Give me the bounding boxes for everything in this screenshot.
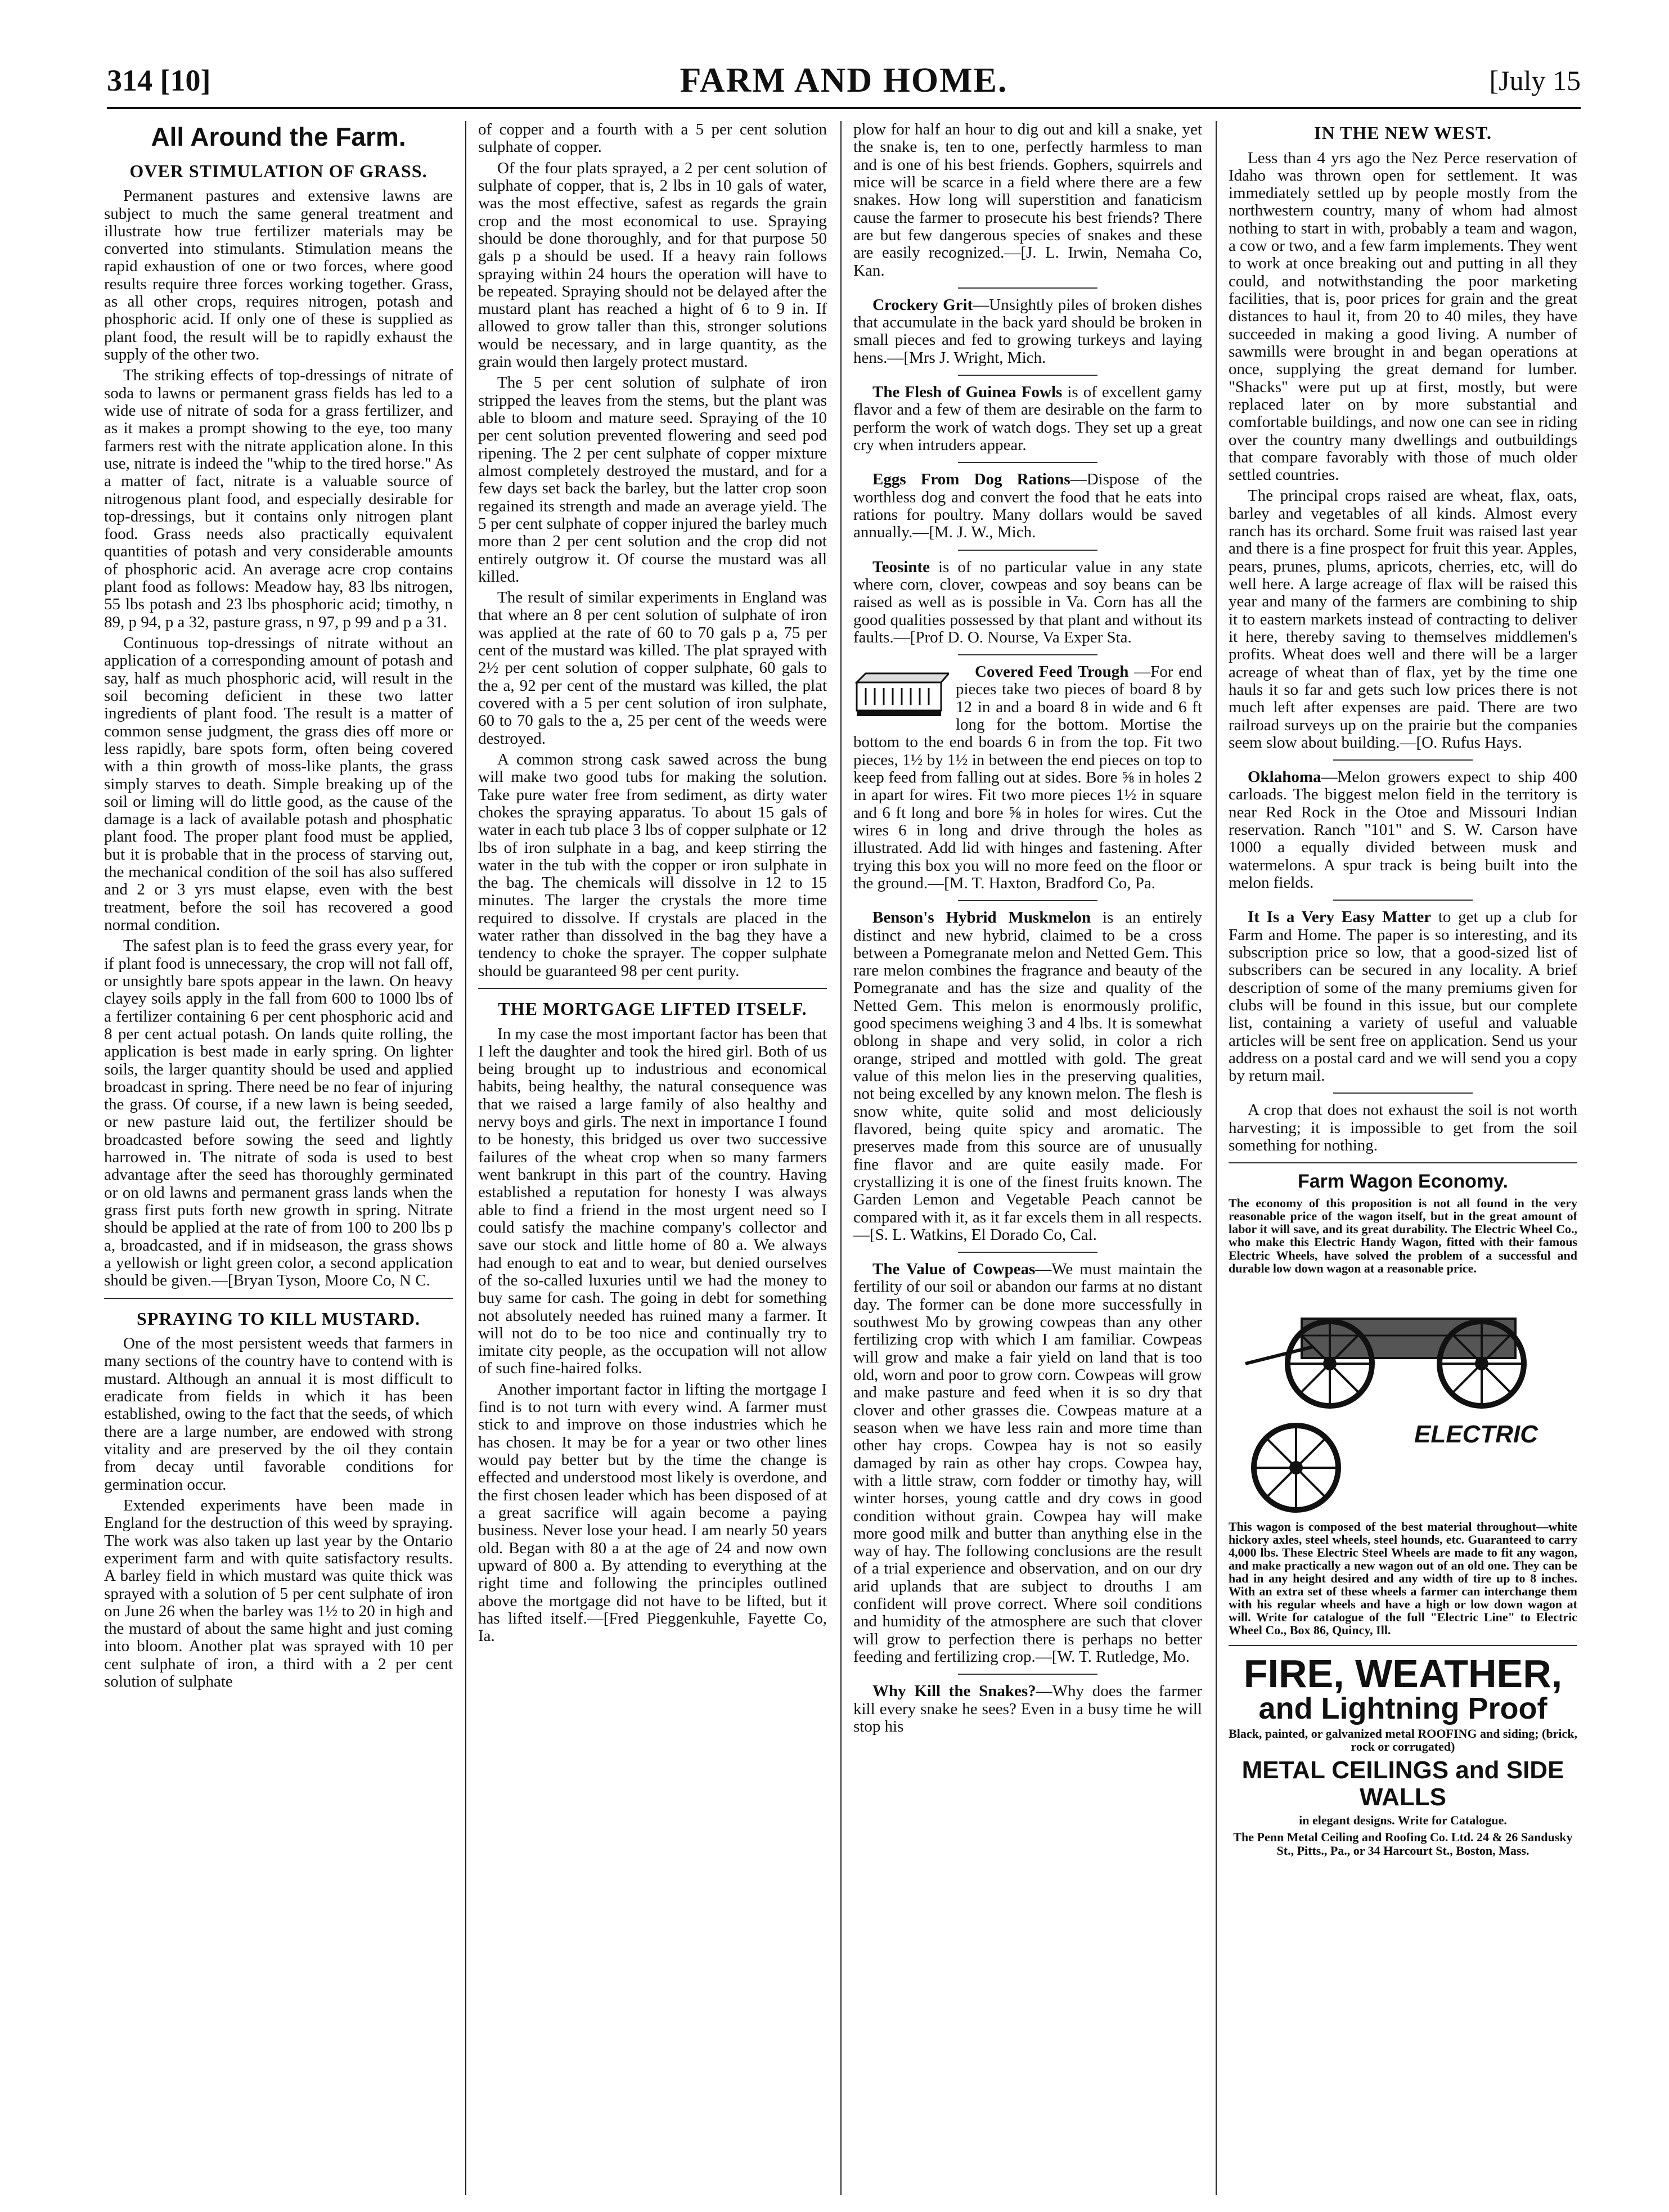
paragraph: Less than 4 yrs ago the Nez Perce reservation of Idaho was thrown open for settlement. It was immediately settled up by people mostly from the northwestern country, many of whom had almost nothing to start in with, probably a team and wagon, a cow or two, and a few farm implements. They went to work at once breaking out and putting in all they could, and notwithstanding the poor marketing facilities, that is, poor prices for grain and the great distances to haul it, from 20 to 40 miles, they have succeeded in making a good living. A number of sawmills were brought in and began operations at once, supplying the great demand for lumber. "Shacks" were put up at first, mostly, but were replaced later on by more substantial and comfortable buildings, and now one can see in riding over the country many dwellings and outbuildings that compare favorably with those of much older settled countries. [1229,149,1577,484]
paragraph: The striking effects of top-dressings of nitrate of soda to lawns or permanent grass fields has led to a wide use of nitrate of soda for a grass fertilizer, and as it makes a prompt showing to the eye, too many farmers rest with the nitrate application alone. In this use, nitrate is indeed the "whip to the tired horse." As a matter of fact, nitrate is a valuable source of nitrogenous plant food, and especially desirable for top-dressings, but it contains only nitrogen plant food. Grass needs also practically equivalent quantities of potash and very considerable amounts of phosphoric acid. An average acre crop contains plant food as follows: Meadow hay, 83 lbs nitrogen, 55 lbs potash and 23 lbs phosphoric acid; timothy, n 89, p 94, p a 32, pasture grass, n 97, p 99 and p a 31. [104,366,453,631]
paragraph: Extended experiments have been made in England for the destruction of this weed by spraying. The work was also taken up last year by the Ontario experiment farm and with quite satisfactory results. A barley field in which mustard was quite thick was sprayed with a solution of 5 per cent sulphate of iron on June 26 when the barley was 1½ to 20 in high and the mustard of about the same hight and just coming into bloom. Another plat was sprayed with 10 per cent sulphate of iron, a third with a 2 per cent solution of sulphate [104,1496,453,1691]
separator [1229,1645,1577,1646]
paragraph: The 5 per cent solution of sulphate of iron stripped the leaves from the stems, but the plant was able to bloom and mature seed. Spraying of the 10 per cent solution prevented flowering and seed pod ripening. The 2 per cent sulphate of copper mixture almost completely destroyed the mustard, and for a few days set back the barley, but the latter crop soon regained its strength and made an average yield. The 5 per cent sulphate of copper injured the barley much more than 2 per cent solution and the crop did not entirely outgrow it. Of course the mustard was all killed. [478,374,827,586]
ad-text: in elegant designs. Write for Catalogue. [1299,1813,1507,1828]
paragraph-body: is of excellent gamy flavor and a few of them are desirable on the farm to perform the work of watch dogs. They set up a great cry when intruders appear. [853,383,1202,454]
paragraph-body: is an entirely distinct and new hybrid, claimed to be a cross between a Pomegranate melon and Netted Gem. This rare melon combines the fragrance and beauty of the Pomegranate and has the size and quality of the Netted Gem. This melon is enormously prolific, good specimens weighing 3 and 4 lbs. It is somewhat oblong in shape and very solid, in color a rich orange, striped and mottled with gold. The great value of this melon lies in the preserving qualities, not being excelled by any known melon. The flesh is snow white, quite solid and most deliciously flavored, being quite spicy and aromatic. The preserves made from this source are of unusually fine flavor and are quite easily made. For crystallizing it is one of the finest fruits known. The Garden Lemon and Vegetable Peach cannot be compared with it, as it far excels them in all respects.—[S. L. Watkins, El Dorado Co, Cal. [853,909,1202,1244]
paragraph: Continuous top-dressings of nitrate without an application of a corresponding amount of potash and say, half as much phosphoric acid, will result in the soil becoming deficient in these two latter ingredients of plant food. The result is a matter of common sense judgment, the grass dies off more or less rapidly, bare spots form, often being covered with a thin growth of moss-like plants, the grass simply starves to death. Simple breaking up of the soil or liming will do little good, as the cause of the damage is a lack of available potash and phosphatic plant food. The proper plant food must be applied, but it is probable that in the process of starving out, the mechanical condition of the soil has also suffered and 2 or 3 yrs must elapse, even with the best treatment, before the soil has recovered a good normal condition. [104,634,453,934]
wagon-advertisement [1229,1171,1577,1636]
page-header [107,56,1581,109]
separator [958,1674,1097,1675]
run-in-head: Crockery Grit [872,295,973,314]
separator [1333,1092,1473,1094]
column-4 [1229,121,1577,2195]
run-in-head: The Value of Cowpeas [872,1260,1036,1279]
run-in-head: The Flesh of Guinea Fowls [872,383,1063,402]
paragraph-body: —Unsightly piles of broken dishes that accumulate in the back yard should be broken in small pieces and fed to growing turkeys and laying hens.—[Mrs J. Wright, Mich. [853,295,1202,367]
separator [478,988,827,989]
run-in-head: Teosinte [872,558,930,576]
ad-banner: METAL CEILINGS and SIDE WALLS [1241,1756,1564,1811]
paragraph [853,1261,1202,1666]
separator [958,287,1097,289]
run-in-head: Oklahoma [1248,768,1321,786]
article-title: SPRAYING TO KILL MUSTARD. [137,1308,420,1329]
paragraph [853,909,1202,1244]
paragraph [853,663,1202,892]
run-in-head: Why Kill the Snakes? [872,1682,1036,1701]
paragraph: Another important factor in lifting the mortgage I find is to not turn with every wind. A farmer must stick to and improve on those industries which he has chosen. It may be for a year or two other lines would pay better but by the time the change is effected and understood most likely is overdone, and the first chosen leader which has been disposed of at a great sacrifice will again become a paying business. Never lose your head. I am nearly 50 years old. Began with 80 a at the age of 24 and now own upward of 800 a. By attending to everything at the right time and following the principles outlined above the mortgage did not have to be lifted, but it has lifted itself.—[Fred Pieggenkuhle, Fayette Co, Ia. [478,1380,827,1645]
column-1 [104,121,453,2195]
ad-subtitle: and Lightning Proof [1258,1691,1547,1725]
paragraph: The safest plan is to feed the grass every year, for if plant food is unnecessary, the crop will not fall off, or unsightly bare spots appear in the lawn. On heavy clayey soils apply in the fall from 600 to 1000 lbs of a fertilizer containing 6 per cent phosphoric acid and 8 per cent actual potash. On lands quite rolling, the application is best made in early spring. On lighter soils, the larger quantity should be used and applied broadcast in spring. There need be no fear of injuring the grass. Of course, if a new lawn is being seeded, or new pasture laid out, the fertilizer should be broadcasted before sowing the seed and lightly harrowed in. The nitrate of soda is used to best advantage after the seed has thoroughly germinated or on old lawns and permanent grass lands when the grass first puts forth new growth in spring. Nitrate should be applied at the rate of from 100 to 200 lbs p a, broadcasted, and if in midseason, the grass shows a yellowish or light green color, a second application should be given.—[Bryan Tyson, Moore Co, N C. [104,937,453,1290]
paragraph [853,1683,1202,1736]
paragraph-body: —For end pieces take two pieces of board 8 by 12 in and a board 8 in wide and 6 ft long for the bottom. Mortise the bottom to the end boards 6 in from the top. Fit two pieces, 1½ by 1½ in between the end pieces on top to keep feed from falling out at sides. Bore ⅝ in holes 2 in apart for wires. Fit two more pieces 1½ in square and 6 ft long and bore ⅝ in holes for wires. Cut the wires 6 in long and drive through the holes as illustrated. Add lid with hinges and fastening. After trying this box you will no more feed on the floor or the ground.—[M. T. Haxton, Bradford Co, Pa. [853,663,1202,892]
separator [1333,759,1473,761]
ad-title: Farm Wagon Economy. [1297,1171,1509,1193]
paragraph-body: to get up a club for Farm and Home. The paper is so interesting, and its subscription price so low, that a good-sized list of subscribers can be secured in any locality. A brief description of some of the many premiums given for clubs will be found in this issue, but our complete list, containing a variety of useful and valuable articles will be sent free on application. Send us your address on a postal card and we will send you a copy by return mail. [1229,908,1577,1085]
column-rule [1216,121,1217,2195]
paragraph-body: —Dispose of the worthless dog and convert the food that he eats into rations for poultry. Many dollars would be saved annually.—[M. J. W., Mich. [853,470,1202,542]
paragraph-body: —We must maintain the fertility of our soil or abandon our farms at no distant day. The former can be done more successfully in southwest Mo by growing cowpeas than any other fertilizing crop with which I am familiar. Cowpeas will grow and make a fair yield on land that is too old, worn and poor to grow corn. Cowpeas will grow and make pasture and feed when it is so dry that clover and other grasses die. Cowpeas mature at a season when we have less rain and more time than other hay crops. Cowpea hay is not so easily damaged by rain as other hay crops. Cowpea hay, with a little straw, corn fodder or timothy hay, will winter horses, young cattle and dry cows in good condition without grain. Cowpea hay will make more good milk and butter than anything else in the way of hay. The following conclusions are the result of a trial experience and observation, and on our dry arid uplands that are subject to drouths I am confident will prove correct. Where soil conditions and humidity of the atmosphere are such that clover will grow to perfection there is perhaps no better feeding and fertilizing crop.—[W. T. Rutledge, Mo. [853,1260,1202,1666]
run-in-head: Benson's Hybrid Muskmelon [872,909,1091,927]
run-in-head: Eggs From Dog Rations [872,470,1070,489]
wagon-illustration [1234,1279,1572,1516]
separator [958,550,1097,551]
section-heading: All Around the Farm. [151,122,406,151]
feed-trough-illustration [853,666,949,722]
separator [958,462,1097,463]
ad-text: Black, painted, or galvanized metal ROOFING and siding; (brick, rock or corrugated) [1229,1726,1577,1754]
column-rule [840,121,842,2195]
run-in-head: It Is a Very Easy Matter [1248,908,1432,927]
separator [958,654,1097,655]
paragraph-body: is of no particular value in any state where corn, clover, cowpeas and soy beans can be raised as well as is possible in Va. Corn has all the good qualities possessed by that plant and without its faults.—[Prof D. O. Nourse, Va Exper Sta. [853,558,1202,646]
paragraph [853,471,1202,541]
paragraph: The result of similar experiments in England was that where an 8 per cent solution of sulphate of iron was applied at the rate of 60 to 70 gals p a, 75 per cent of the mustard was killed. The plat sprayed with 2½ per cent solution of copper sulphate, 60 gals to the a, 92 per cent of the mustard was killed, the plat covered with a 5 per cent solution of iron sulphate, 60 to 70 gals to the a, 25 per cent of the weeds were destroyed. [478,588,827,748]
ad-title: FIRE, WEATHER, [1243,1651,1563,1696]
paragraph: A common strong cask sawed across the bung will make two good tubs for making the solution. Take pure water free from sediment, as dirty water chokes the spraying apparatus. To about 15 gals of water in each tub place 3 lbs of copper sulphate or 12 lbs of iron sulphate in a bag, and keep stirring the water in the tub with the copper or iron sulphate in the bag. The chemicals will dissolve in 12 to 15 minutes. The larger the crystals the more time required to dissolve. If crystals are placed in the water rather than dissolved in the bag they have a tendency to choke the sprayer. The copper sulphate should be guaranteed 98 per cent purity. [478,750,827,980]
masthead-title: FARM AND HOME. [680,61,1008,100]
paragraph [1229,909,1577,1085]
paragraph-body: —Melon growers expect to ship 400 carloads. The biggest melon field in the territory is near Red Rock in the Otoe and Missouri Indian reservation. Ranch "101" and S. W. Carson have 1000 a equally divided between musk and watermelons. A spur track is being built into the melon fields. [1229,768,1577,892]
paragraph: One of the most persistent weeds that farmers in many sections of the country have to contend with is mustard. Although an annual it is most difficult to eradicate from fields in which it has been established, owing to the fact that the seeds, of which there are a large number, are endowed with strong vitality and are preserved by the oil they contain from decay until favorable conditions for germination occur. [104,1334,453,1494]
article-title: THE MORTGAGE LIFTED ITSELF. [498,999,807,1019]
paragraph [853,296,1202,367]
separator [1333,900,1473,901]
paragraph [853,559,1202,647]
paragraph: The principal crops raised are wheat, flax, oats, barley and vegetables of all kinds. Almost every ranch has its orchard. Some fruit was raised last year and there is a fine prospect for fruit this year. Apples, pears, prunes, plums, apricots, cherries, etc, will do well here. A large acreage of flax will be raised this year and many of the farmers are combining to ship it to eastern markets instead of contracting to deliver it here, thereby saving to themselves middlemen's profits. Wheat does well and there will be a larger acreage of wheat than of flax, yet by the time one hauls it so far and gets such low prices there is not much left after expenses are paid. There are two railroad surveys up on the prairie but the companies seem slow about building.—[O. Rufus Hays. [1229,487,1577,752]
column-2 [478,121,827,2195]
paragraph: Of the four plats sprayed, a 2 per cent solution of sulphate of copper, that is, 2 lbs in 10 gals of water, was the most effective, safest as regards the grain crop and the most economical to use. Spraying should be done thoroughly, and for that purpose 50 gals p a should be used. If a heavy rain follows spraying within 24 hours the operation will have to be repeated. Spraying should not be delayed after the mustard plant has reached a hight of 6 to 9 in. If allowed to grow taller than this, stronger solutions would be necessary, and in large quantity, as the grain would then largely protect mustard. [478,159,827,371]
paragraph: A crop that does not exhaust the soil is not worth harvesting; it is impossible to get from the soil something for nothing. [1229,1101,1577,1155]
paragraph: plow for half an hour to dig out and kill a snake, yet the snake is, ten to one, perfectly harmless to man and is one of his best friends. Gophers, squirrels and mice will be scarce in a field where there are a few snakes. How long will superstition and fanaticism cause the farmer to prosecute his best friends? There are but few dangerous species of snakes and these are easily recognized.—[J. L. Irwin, Nemaha Co, Kan. [853,121,1202,280]
ad-brand: ELECTRIC [1414,1420,1538,1448]
separator [958,1252,1097,1253]
ad-text: This wagon is composed of the best material throughout—white hickory axles, steel wheels, steel hounds, etc. Guaranteed to carry 4,000 lbs. These Electric Steel Wheels are made to fit any wagon, and make practically a new wagon out of an old one. They can be had in any height desired and any width of tire up to 8 inches. With an extra set of these wheels a farmer can interchange them with his regular wheels and have a high or low down wagon at will. Write for catalogue of the full "Electric Line" to Electric Wheel Co., Box 86, Quincy, Ill. [1229,1519,1577,1638]
paragraph [1229,768,1577,892]
issue-date: [July 15 [1489,65,1581,96]
page-number: 314 [10] [107,64,211,97]
paragraph: Permanent pastures and extensive lawns are subject to much the same general treatment and illustrate how true fertilizer materials may be converted into stimulants. Stimulation means the rapid exhaustion of one or two forces, where good results require three forces working together. Grass, as all other crops, requires nitrogen, potash and phosphoric acid. If only one of these is supplied as plant food, the result will be to rapidly exhaust the supply of the other two. [104,187,453,364]
paragraph [853,384,1202,454]
article-title: OVER STIMULATION OF GRASS. [129,160,428,181]
paragraph: of copper and a fourth with a 5 per cent solution sulphate of copper. [478,121,827,156]
column-3 [853,121,1202,2195]
column-rule [465,121,466,2195]
paragraph-body: —Why does the farmer kill every snake he sees? Even in a busy time he will stop his [853,1682,1202,1736]
separator [958,900,1097,901]
ad-company: The Penn Metal Ceiling and Roofing Co. Ltd. 24 & 26 Sandusky St., Pitts., Pa., or 34 Harcourt St., Boston, Mass. [1233,1829,1573,1858]
run-in-head: Covered Feed Trough [975,663,1129,681]
separator [958,375,1097,376]
article-title: IN THE NEW WEST. [1314,123,1492,143]
roofing-advertisement [1229,1651,1577,1858]
paragraph: In my case the most important factor has been that I left the daughter and took the hired girl. Both of us being brought up to industrious and economical habits, being healthy, the natural consequence was that we raised a large family of also healthy and nervy boys and girls. The next in importance I found to be honesty, this bridged us over two successive failures of the wheat crop when so many farmers went bankrupt in this part of the country. Having established a reputation for honesty I was always able to find a friend in the most urgent need so I could satisfy the machine company's collector and save our stock and little home of 80 a. We always had enough to eat and to wear, but denied ourselves of the so-called luxuries until we had the money to buy same for cash. The going in debt for something not absolutely needed has ruined many a farmer. It will not do to be too nice and continually try to imitate city people, as the occupation will not allow of such fine-haired folks. [478,1024,827,1378]
separator [1229,1162,1577,1163]
separator [104,1298,453,1299]
ad-text: The economy of this proposition is not all found in the very reasonable price of the wagon itself, but in the great amount of labor it will save, and its great durability. The Electric Wheel Co., who make this Electric Handy Wagon, fitted with their famous Electric Wheels, have solved the problem of a successful and durable low down wagon at a reasonable price. [1229,1196,1577,1275]
